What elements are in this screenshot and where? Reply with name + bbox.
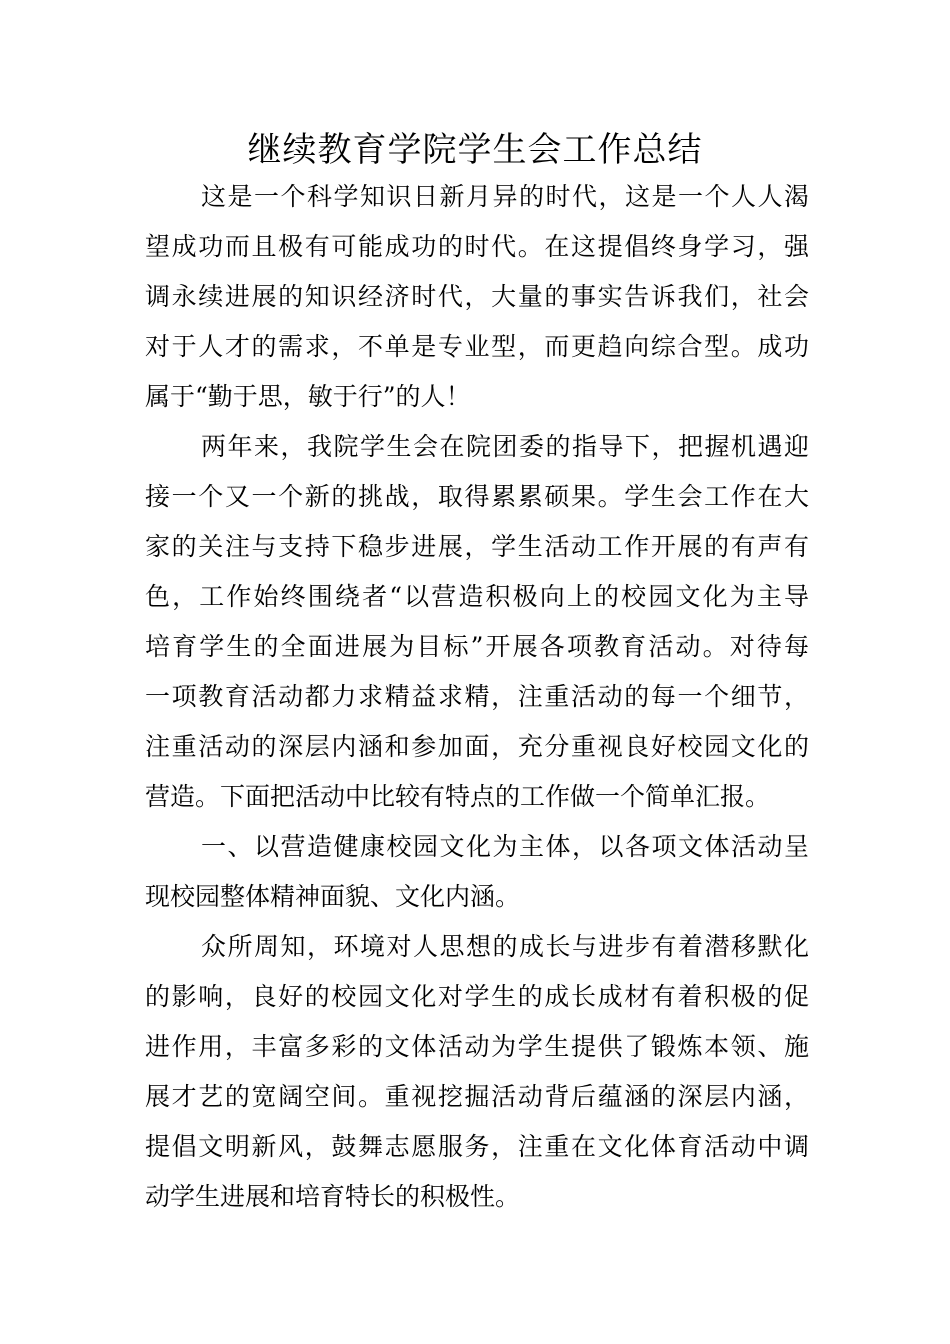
document-title: 继续教育学院学生会工作总结: [247, 130, 703, 170]
paragraph-line: 望成功而且极有可能成功的时代。在这提倡终身学习，强: [145, 232, 809, 261]
paragraph-line: 这是一个科学知识日新月异的时代，这是一个人人渴: [201, 182, 809, 211]
paragraph-intro: [145, 172, 809, 422]
paragraph-line: 营造。下面把活动中比较有特点的工作做一个简单汇报。: [145, 782, 771, 811]
paragraph-line: 调永续进展的知识经济时代，大量的事实告诉我们，社会: [145, 282, 809, 311]
paragraph-review: [145, 422, 809, 822]
paragraph-line: 众所周知，环境对人思想的成长与进步有着潜移默化: [201, 932, 809, 961]
paragraph-line: 进作用，丰富多彩的文体活动为学生提供了锻炼本领、施: [145, 1032, 809, 1061]
paragraph-line: 一项教育活动都力求精益求精，注重活动的每一个细节，: [145, 682, 809, 711]
paragraph-line: 注重活动的深层内涵和参加面，充分重视良好校园文化的: [145, 732, 809, 761]
paragraph-line: 对于人才的需求，不单是专业型，而更趋向综合型。成功: [145, 332, 809, 361]
paragraph-line: 属于“勤于思，敏于行”的人！: [145, 382, 471, 411]
paragraph-line: 动学生进展和培育特长的积极性。: [145, 1182, 521, 1211]
section-heading-1: [145, 822, 809, 922]
paragraph-line: 色，工作始终围绕者“以营造积极向上的校园文化为主导: [145, 582, 809, 611]
paragraph-line: 现校园整体精神面貌、文化内涵。: [145, 882, 521, 911]
paragraph-line: 一、以营造健康校园文化为主体，以各项文体活动呈: [201, 832, 809, 861]
paragraph-line: 展才艺的宽阔空间。重视挖掘活动背后蕴涵的深层内涵，: [145, 1082, 809, 1111]
paragraph-line: 两年来，我院学生会在院团委的指导下，把握机遇迎: [201, 432, 809, 461]
paragraph-line: 培育学生的全面进展为目标”开展各项教育活动。对待每: [145, 632, 809, 661]
paragraph-culture: [145, 922, 809, 1222]
paragraph-line: 家的关注与支持下稳步进展，学生活动工作开展的有声有: [145, 532, 809, 561]
document-body: [145, 172, 809, 1222]
paragraph-line: 的影响，良好的校园文化对学生的成长成材有着积极的促: [145, 982, 809, 1011]
paragraph-line: 接一个又一个新的挑战，取得累累硕果。学生会工作在大: [145, 482, 809, 511]
paragraph-line: 提倡文明新风，鼓舞志愿服务，注重在文化体育活动中调: [145, 1132, 809, 1161]
